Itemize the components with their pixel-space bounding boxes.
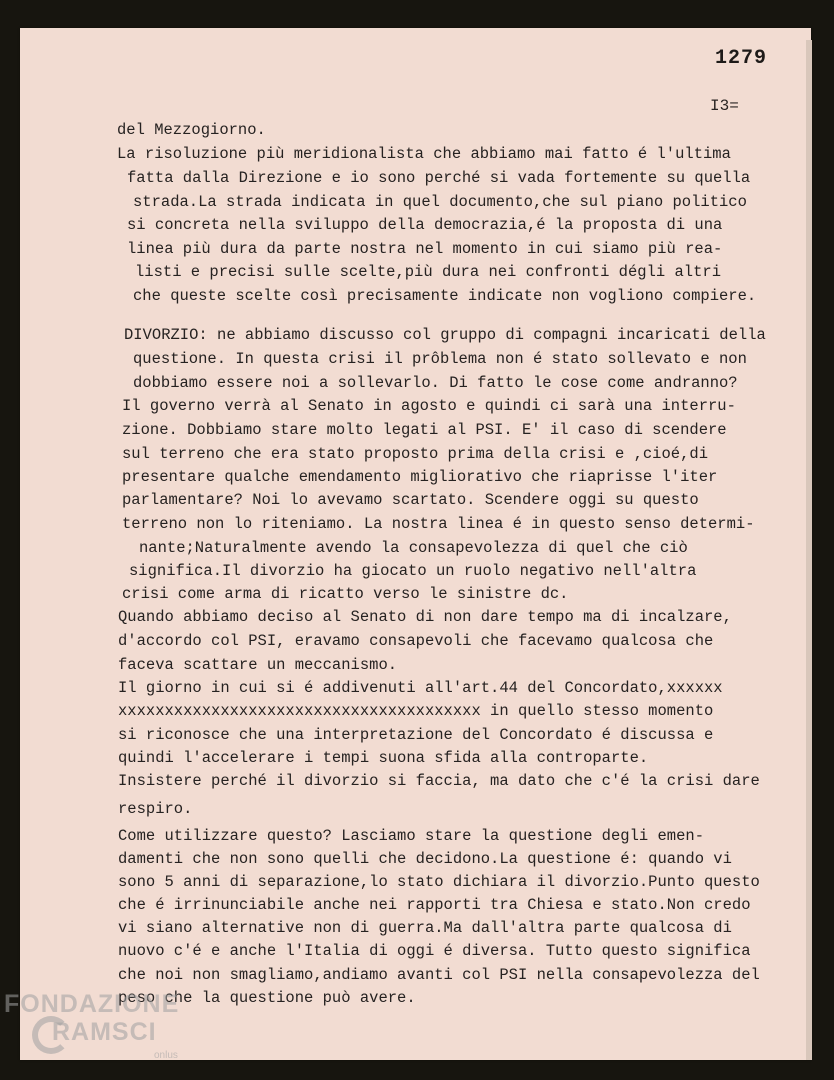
- text-line: sul terreno che era stato proposto prima della crisi e ,cioé,di: [122, 445, 708, 463]
- text-line: zione. Dobbiamo stare molto legati al PSI. E' il caso di scendere: [122, 421, 727, 439]
- page-number: 1279: [715, 47, 768, 70]
- watermark-line1: FONDAZIONE: [4, 990, 180, 1018]
- fondazione-gramsci-watermark: [4, 988, 224, 1068]
- text-line: fatta dalla Direzione e io sono perché si vada fortemente su quella: [127, 169, 751, 187]
- text-line: peso che la questione può avere.: [118, 989, 416, 1007]
- text-line: La risoluzione più meridionalista che abbiamo mai fatto é l'ultima: [117, 145, 731, 163]
- text-line: vi siano alternative non di guerra.Ma dall'altra parte qualcosa di: [118, 919, 732, 937]
- text-line: significa.Il divorzio ha giocato un ruolo negativo nell'altra: [129, 562, 697, 580]
- text-line: che queste scelte così precisamente indicate non vogliono compiere.: [133, 287, 757, 305]
- text-line: linea più dura da parte nostra nel momento in cui siamo più rea-: [127, 240, 723, 258]
- text-line: Insistere perché il divorzio si faccia, ma dato che c'é la crisi dare: [118, 772, 760, 790]
- text-line: si concreta nella sviluppo della democrazia,é la proposta di una: [127, 216, 723, 234]
- text-line: dobbiamo essere noi a sollevarlo. Di fatto le cose come andranno?: [133, 374, 738, 392]
- text-line: parlamentare? Noi lo avevamo scartato. Scendere oggi su questo: [122, 491, 699, 509]
- text-line: questione. In questa crisi il prôblema non é stato sollevato e non: [133, 350, 747, 368]
- text-line: strada.La strada indicata in quel documento,che sul piano politico: [133, 193, 747, 211]
- text-line: si riconosce che una interpretazione del Concordato é discussa e: [118, 726, 714, 744]
- text-line: faceva scattare un meccanismo.: [118, 656, 398, 674]
- text-line: respiro.: [118, 800, 193, 818]
- text-line: sono 5 anni di separazione,lo stato dichiara il divorzio.Punto questo: [118, 873, 760, 891]
- text-line: Quando abbiamo deciso al Senato di non dare tempo ma di incalzare,: [118, 608, 732, 626]
- watermark-onlus: onlus: [154, 1050, 178, 1061]
- sheet-mark: I3=: [710, 97, 739, 115]
- text-line: che noi non smagliamo,andiamo avanti col PSI nella consapevolezza del: [118, 966, 760, 984]
- text-line: Il governo verrà al Senato in agosto e quindi ci sarà una interru-: [122, 397, 736, 415]
- text-line: d'accordo col PSI, eravamo consapevoli che facevamo qualcosa che: [118, 632, 714, 650]
- text-line: damenti che non sono quelli che decidono.La questione é: quando vi: [118, 850, 732, 868]
- text-line: Il giorno in cui si é addivenuti all'art.44 del Concordato,xxxxxx: [118, 679, 723, 697]
- text-line: terreno non lo riteniamo. La nostra linea é in questo senso determi-: [122, 515, 755, 533]
- text-line: quindi l'accelerare i tempi suona sfida alla controparte.: [118, 749, 649, 767]
- text-line: del Mezzogiorno.: [117, 121, 266, 139]
- text-line: Come utilizzare questo? Lasciamo stare la questione degli emen-: [118, 827, 704, 845]
- text-line: nuovo c'é e anche l'Italia di oggi é diversa. Tutto questo significa: [118, 942, 751, 960]
- text-line: DIVORZIO: ne abbiamo discusso col gruppo di compagni incaricati della: [124, 326, 766, 344]
- text-line: xxxxxxxxxxxxxxxxxxxxxxxxxxxxxxxxxxxxxxx in quello stesso momento: [118, 702, 714, 720]
- text-line: presentare qualche emendamento migliorativo che riaprisse l'iter: [122, 468, 718, 486]
- text-line: listi e precisi sulle scelte,più dura nei confronti dégli altri: [135, 263, 721, 281]
- text-line: nante;Naturalmente avendo la consapevolezza di quel che ciò: [139, 539, 688, 557]
- watermark-line2: RAMSCI: [52, 1018, 157, 1046]
- text-line: crisi come arma di ricatto verso le sinistre dc.: [122, 585, 569, 603]
- text-line: che é irrinunciabile anche nei rapporti tra Chiesa e stato.Non credo: [118, 896, 751, 914]
